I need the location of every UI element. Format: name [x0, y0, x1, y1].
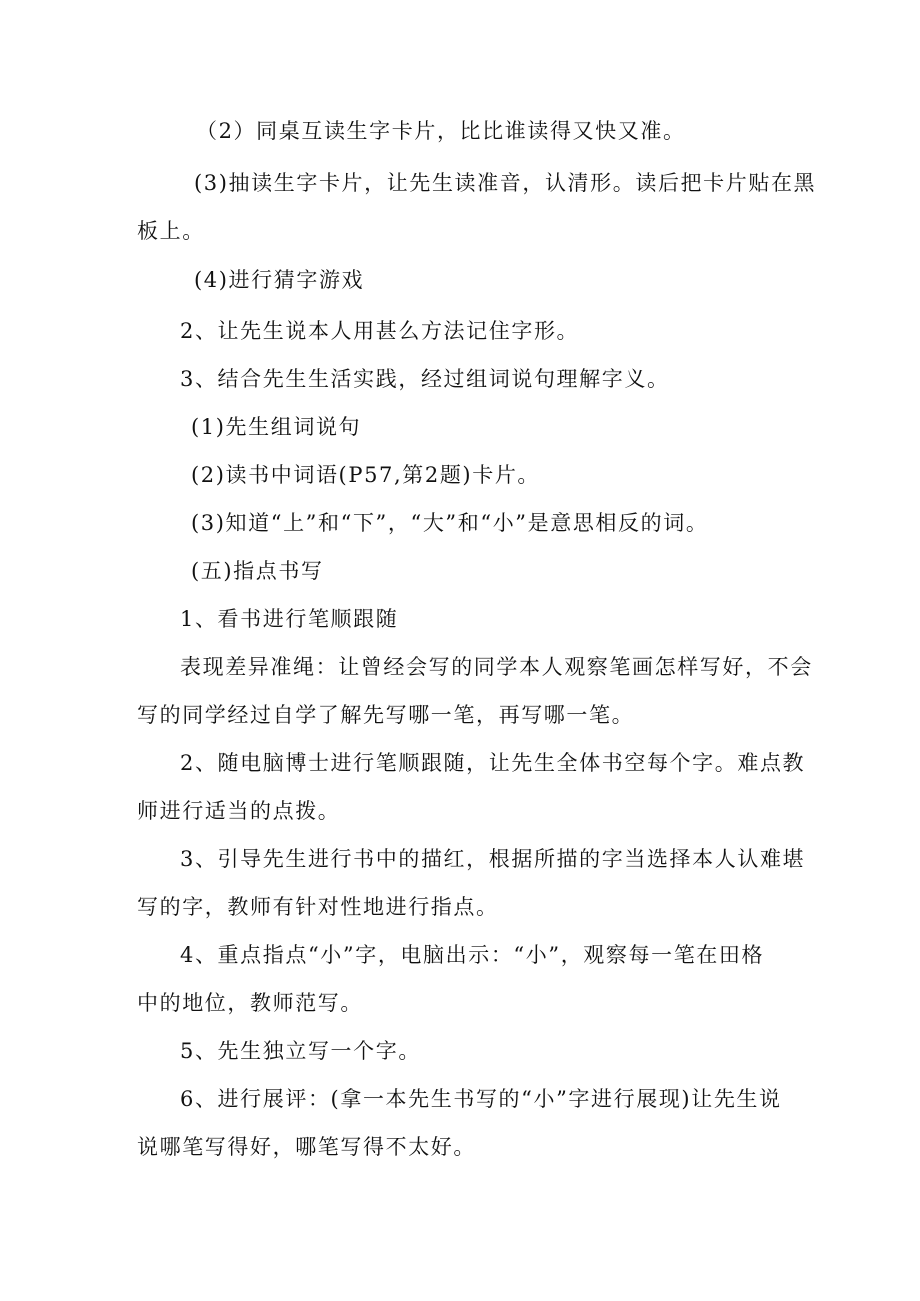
text-line: 4、重点指点“小”字，电脑出示：“小”，观察每一笔在田格: [180, 943, 765, 967]
text-line: 6、进行展评：(拿一本先生书写的“小”字进行展现)让先生说: [180, 1087, 782, 1111]
text-line: 写的字，教师有针对性地进行指点。: [137, 895, 499, 919]
text-line: 3、结合先生生活实践，经过组词说句理解字义。: [180, 367, 670, 391]
text-line: (3)知道“上”和“下”，“大”和“小”是意思相反的词。: [191, 511, 709, 535]
text-line: 说哪笔写得好，哪笔写得不太好。: [137, 1135, 476, 1159]
text-line: (五)指点书写: [191, 559, 324, 583]
text-line: (1)先生组词说句: [191, 415, 362, 439]
text-line: 1、看书进行笔顺跟随: [180, 607, 399, 631]
text-line: 3、引导先生进行书中的描红，根据所描的字当选择本人认难堪: [180, 847, 806, 871]
text-line: 板上。: [137, 219, 205, 243]
text-line: (4)进行猜字游戏: [194, 268, 365, 292]
text-line: 师进行适当的点拨。: [137, 799, 341, 823]
text-line: （2）同桌互读生字卡片，比比谁读得又快又准。: [196, 119, 686, 143]
text-line: 2、让先生说本人用甚么方法记住字形。: [180, 319, 580, 343]
text-line: 写的同学经过自学了解先写哪一笔，再写哪一笔。: [137, 703, 635, 727]
text-line: 2、随电脑博士进行笔顺跟随，让先生全体书空每个字。难点教: [180, 751, 806, 775]
text-line: 表现差异准绳：让曾经会写的同学本人观察笔画怎样写好，不会: [180, 655, 813, 679]
text-line: 中的地位，教师范写。: [137, 991, 363, 1015]
text-line: 5、先生独立写一个字。: [180, 1039, 421, 1063]
text-line: (2)读书中词语(P57,第2题)卡片。: [191, 463, 541, 487]
text-line: (3)抽读生字卡片，让先生读准音，认清形。读后把卡片贴在黑: [194, 171, 817, 195]
